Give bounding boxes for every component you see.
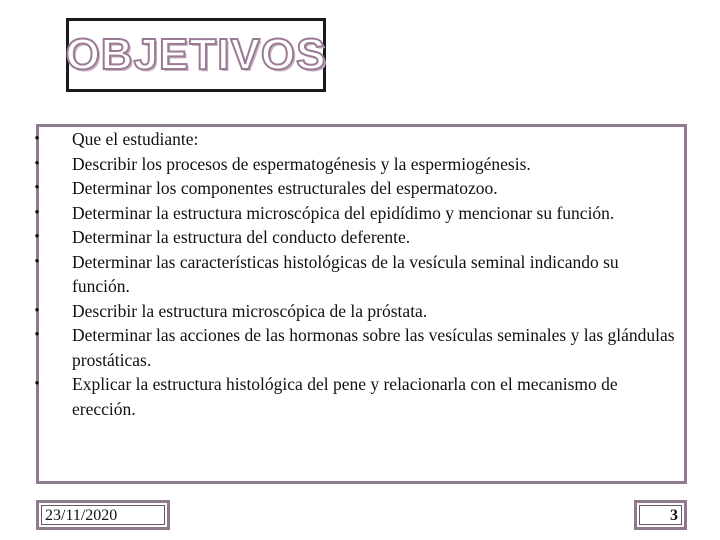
list-item-text: Determinar la estructura del conducto deferente.	[72, 227, 411, 247]
list-item-text: Determinar la estructura microscópica del epidídimo y mencionar su función.	[72, 202, 615, 223]
bullet-icon: •	[34, 302, 40, 319]
list-item-text: Describir la estructura microscópica de la próstata.	[72, 300, 428, 321]
bullet-icon: •	[34, 376, 40, 392]
bullet-icon: •	[34, 204, 40, 221]
bullet-icon: •	[34, 327, 40, 343]
list-item-text: Describir los procesos de espermatogénesis y la espermiogénesis.	[72, 153, 531, 174]
bullet-icon: •	[34, 229, 40, 245]
list-item-text: Que el estudiante:	[72, 129, 199, 149]
list-item-text: Determinar los componentes estructurales del espermatozoo.	[72, 178, 498, 198]
page-number: 3	[670, 507, 678, 524]
footer-date: 23/11/2020	[45, 507, 118, 524]
list-item	[30, 225, 680, 250]
list-item	[30, 372, 680, 421]
objectives-list	[30, 127, 680, 421]
list-item	[30, 299, 680, 324]
bullet-icon: •	[34, 180, 40, 196]
list-item-text: Determinar las acciones de las hormonas sobre las vesículas seminales y las glándulas prostáticas.	[72, 325, 675, 370]
list-item	[30, 127, 680, 152]
bullet-icon: •	[34, 131, 40, 147]
list-item	[30, 152, 680, 177]
title-box	[66, 18, 326, 92]
list-item-text: Explicar la estructura histológica del pene y relacionarla con el mecanismo de erección.	[72, 374, 618, 419]
footer-page-box	[634, 500, 687, 530]
list-item	[30, 323, 680, 372]
list-item-text: Determinar las características histológicas de la vesícula seminal indicando su función.	[72, 251, 619, 296]
list-item	[30, 250, 680, 299]
bullet-icon: •	[34, 253, 40, 270]
list-item	[30, 176, 680, 201]
list-item	[30, 201, 680, 226]
bullet-icon: •	[34, 155, 40, 172]
slide-title: OBJETIVOS	[65, 30, 327, 79]
footer-date-box	[36, 500, 170, 530]
